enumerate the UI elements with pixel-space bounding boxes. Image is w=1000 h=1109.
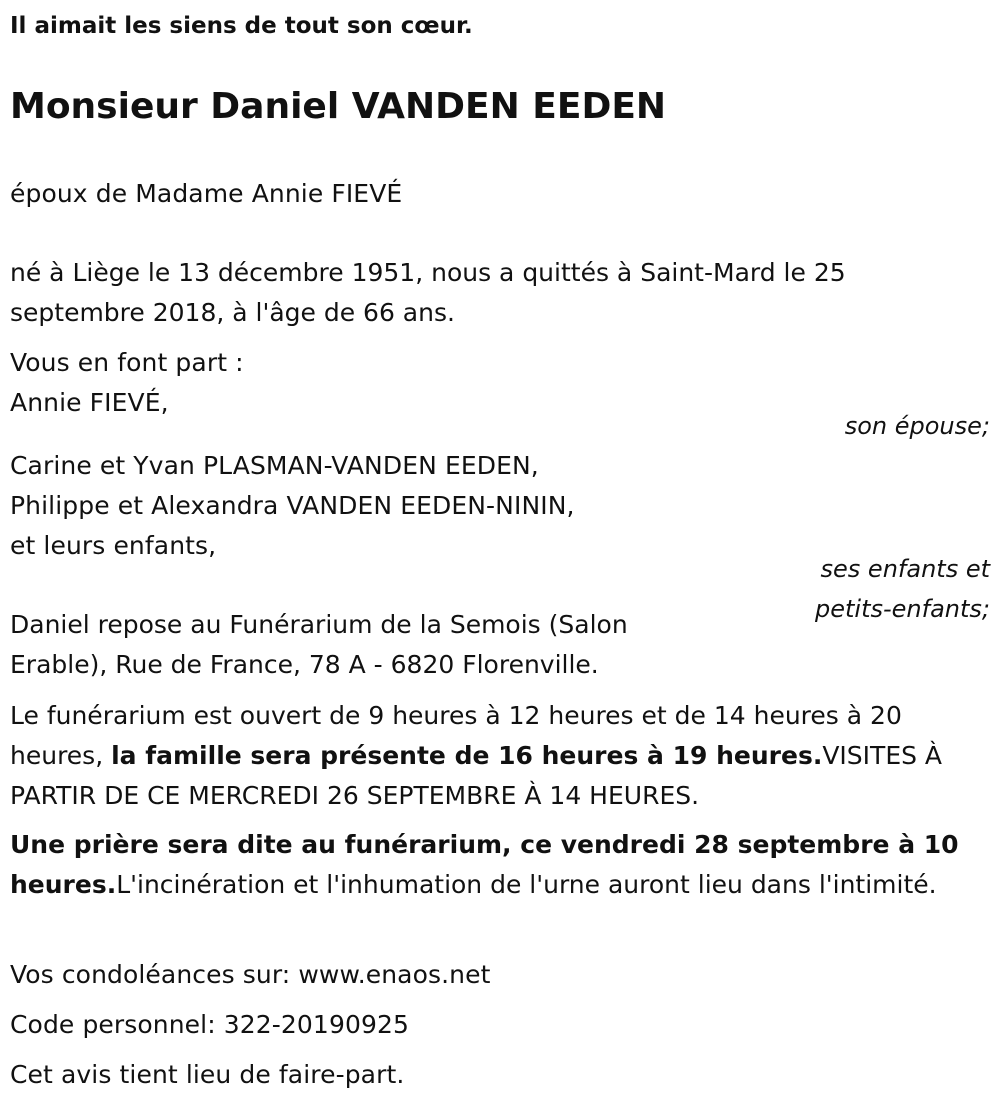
- notice-line: Cet avis tient lieu de faire-part.: [10, 1060, 405, 1089]
- child-line: et leurs enfants,: [10, 531, 217, 560]
- children-role: [815, 549, 990, 629]
- motto: Il aimait les siens de tout son cœur.: [10, 13, 473, 39]
- prayer-announcement: Une prière sera dite au funérarium, ce vendredi 28 septembre à 10 heures.: [10, 830, 959, 899]
- deceased-name-title: Monsieur Daniel VANDEN EEDEN: [10, 86, 667, 127]
- spouse-role: son épouse;: [844, 412, 990, 440]
- family-presence-hours: la famille sera présente de 16 heures à 19 heures.: [111, 741, 823, 770]
- visits-start-info: VISITES À PARTIR DE CE MERCREDI 26 SEPTEMBRE À 14 HEURES.: [10, 741, 943, 810]
- spouse-name: Annie FIEVÉ,: [10, 388, 169, 417]
- condolences-line: Vos condoléances sur: www.enaos.net: [10, 960, 491, 989]
- visiting-hours-text: Le funérarium est ouvert de 9 heures à 12 heures et de 14 heures à 20 heures,: [10, 701, 902, 770]
- child-line: Carine et Yvan PLASMAN-VANDEN EEDEN,: [10, 451, 539, 480]
- children-list: [10, 446, 575, 566]
- birth-death-info: né à Liège le 13 décembre 1951, nous a quittés à Saint-Mard le 25 septembre 2018, à l'âge de 66 ans.: [10, 258, 846, 327]
- visiting-hours: [10, 696, 970, 816]
- cremation-info: L'incinération et l'inhumation de l'urne auront lieu dans l'intimité.: [116, 870, 937, 899]
- child-line: Philippe et Alexandra VANDEN EEDEN-NININ,: [10, 491, 575, 520]
- spouse-line: époux de Madame Annie FIEVÉ: [10, 179, 403, 208]
- announcement-intro: Vous en font part :: [10, 348, 244, 377]
- prayer-info: [10, 825, 970, 905]
- personal-code: Code personnel: 322-20190925: [10, 1010, 409, 1039]
- funeral-home-info: Daniel repose au Funérarium de la Semois (Salon Erable), Rue de France, 78 A - 6820 Florenville.: [10, 610, 628, 679]
- grandchildren-role-line: petits-enfants;: [815, 595, 990, 623]
- announcement-intro-block: [10, 343, 244, 423]
- children-role-line: ses enfants et: [820, 555, 990, 583]
